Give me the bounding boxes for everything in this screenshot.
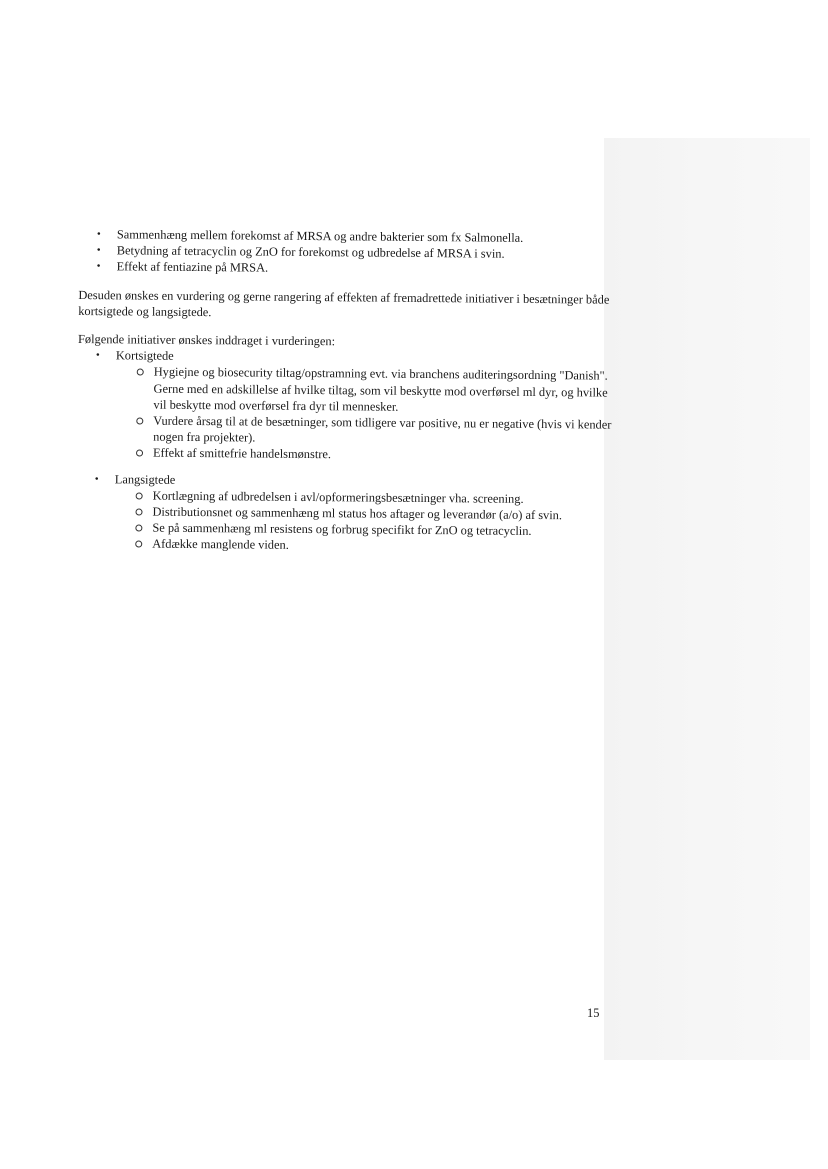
- sub-list-item: Vurdere årsag til at de besætninger, som tidligere var positive, nu er negative (hvis vi kender nogen fra projekter).: [115, 412, 617, 449]
- sub-list-item: Kortlægning af udbredelsen i avl/opformeringsbesætninger vha. screening.: [115, 487, 617, 508]
- sub-list-item: Distributionsnet og sammenhæng ml status hos aftager og leverandør (a/o) af svin.: [114, 503, 616, 524]
- paragraph-evaluation: Desuden ønskes en vurdering og gerne rangering af effekten af fremadrettede initiativer i besætninger både kortsigtede og langsigtede.: [78, 287, 610, 319]
- page-number: 15: [587, 1006, 600, 1020]
- paragraph-initiatives: Følgende initiativer ønskes inddraget i vurderingen:: [77, 332, 336, 349]
- section-label: Kortsigtede: [115, 348, 174, 364]
- scan-shadow: [604, 138, 810, 1060]
- sub-list-item: Hygiejne og biosecurity tiltag/opstramning evt. via branchens auditeringsordning "Danish". Gerne med en adskillelse af hvilke tiltag, som vil beskytte mod overførsel ml dyr, og hvilke vil beskytte mod overførsel fra dyr til mennesker.: [115, 364, 617, 417]
- bullet-list-topics: [79, 226, 619, 279]
- sublist-long-term: [114, 487, 617, 556]
- sublist-short-term: [115, 364, 618, 466]
- sub-list-item: Afdække manglende viden.: [114, 536, 616, 557]
- document-body: [76, 226, 619, 556]
- sub-list-item: Se på sammenhæng ml resistens og forbrug specifikt for ZnO og tetracyclin.: [114, 520, 616, 541]
- sub-list-item: Effekt af smittefrie handelsmønstre.: [115, 445, 617, 466]
- section-label: Langsigtede: [114, 471, 176, 487]
- list-item: • Effekt af fentiazine på MRSA.: [79, 258, 619, 279]
- list-item: • Sammenhæng mellem forekomst af MRSA og andre bakterier som fx Salmonella.: [79, 226, 619, 247]
- list-item: • Betydning af tetracyclin og ZnO for forekomst og udbredelse af MRSA i svin.: [79, 242, 619, 263]
